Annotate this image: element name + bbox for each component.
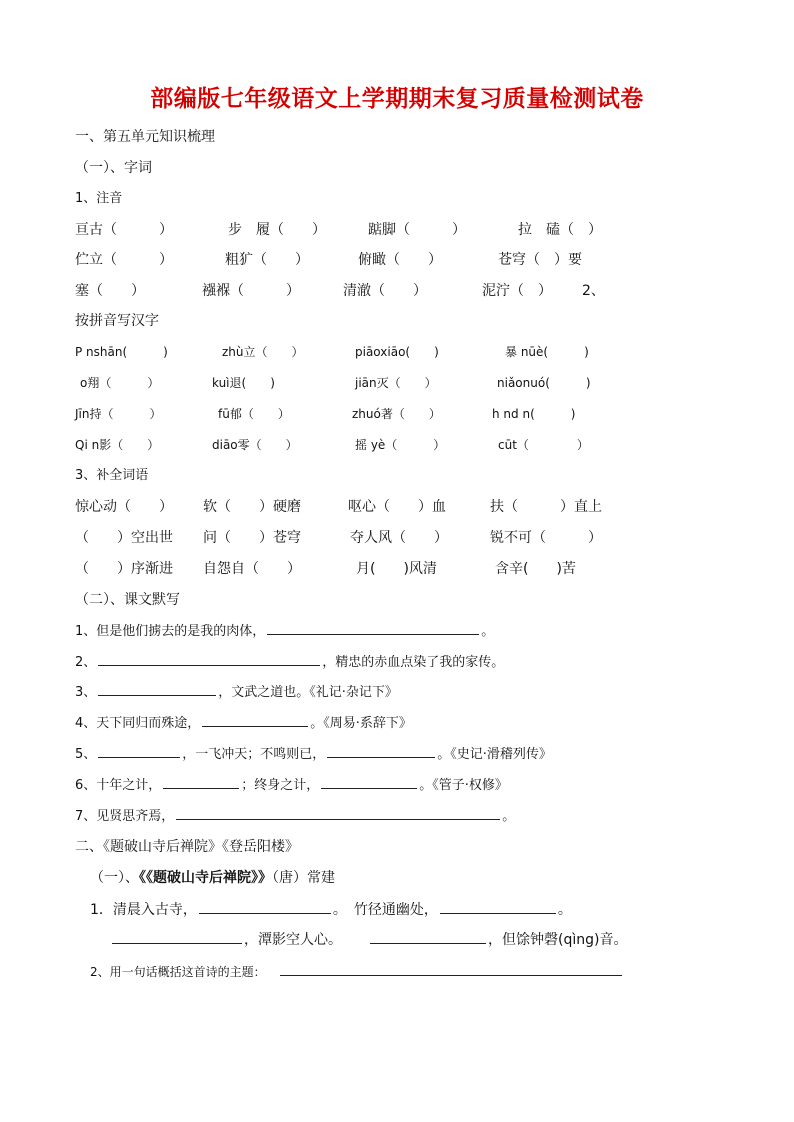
recitation-text: 。 (502, 809, 516, 824)
answer-blank[interactable] (267, 620, 479, 635)
pinyin-item: diāo零（ ） (212, 438, 298, 452)
subsection-words-text: （一）、字词 (75, 160, 152, 176)
section-2-heading (0, 836, 794, 858)
phonetic-item: 塞（ ） (75, 283, 145, 299)
recitation-text: ；终身之计， (241, 778, 320, 793)
recitation-text: 2、 (75, 655, 97, 670)
phonetic-item: 步 履（ ） (228, 222, 326, 238)
phonetic-item: 伫立（ ） (75, 252, 173, 268)
answer-blank[interactable] (163, 774, 239, 789)
poem-text: ，但馀钟磬(qìng)音。 (488, 932, 628, 948)
recitation-text: ，一飞冲天；不鸣则已， (182, 747, 326, 762)
pinyin-item: zhù立（ ） (222, 345, 304, 359)
idiom-item: （ ）序渐进 (75, 561, 173, 577)
question-3-text: 3、补全词语 (75, 468, 149, 483)
idiom-row (0, 527, 794, 549)
phonetic-item: 俯瞰（ ） (358, 252, 442, 268)
recitation-text: 7、见贤思齐焉， (75, 809, 175, 824)
phonetic-item: 拉 磕（ ） (518, 222, 602, 238)
idiom-item: （ ）空出世 (75, 530, 173, 546)
question-1-text: 1、注音 (75, 191, 123, 206)
phonetic-item: 泥泞（ ） (482, 283, 552, 299)
recitation-text: 1、但是他们掳去的是我的肉体， (75, 624, 266, 639)
poem-text: 2、用一句话概括这首诗的主题： (90, 965, 266, 979)
pinyin-item: Qi n影（ ） (75, 438, 160, 452)
poem-heading (0, 867, 794, 889)
subsection-recitation-text: （二）、课文默写 (75, 592, 180, 608)
poem-title: 《《题破山寺后禅院》》 (139, 870, 272, 886)
pinyin-item: h nd n( ) (492, 407, 576, 421)
pinyin-item: piāoxiāo( ) (355, 345, 439, 359)
poem-heading-line (90, 867, 335, 889)
subsection-recitation (0, 589, 794, 611)
poem-line (110, 929, 627, 951)
phonetic-item: 粗犷（ ） (225, 252, 309, 268)
pinyin-item: cūt（ ） (498, 438, 589, 452)
recitation-line (75, 620, 494, 643)
recitation-line (75, 651, 504, 674)
pinyin-item: Jīn持（ ） (75, 407, 162, 421)
poem-text: 1．清晨入古寺， (90, 902, 197, 918)
recitation-text: 6、十年之计， (75, 778, 162, 793)
idiom-item: 月( )风清 (356, 561, 437, 577)
pinyin-item: kuì退( ) (212, 376, 275, 390)
poem-text: ，潭影空人心。 (244, 932, 342, 948)
answer-blank[interactable] (98, 681, 216, 696)
answer-blank[interactable] (440, 899, 556, 914)
page-title: 部编版七年级语文上学期期末复习质量检测试卷 (150, 86, 644, 112)
answer-blank[interactable] (176, 805, 500, 820)
recitation-text: ，文武之道也。《礼记·杂记下》 (218, 685, 398, 700)
phonetic-row (0, 249, 794, 271)
answer-blank[interactable] (112, 929, 242, 944)
answer-blank[interactable] (199, 899, 331, 914)
pinyin-item: o翔（ ） (80, 376, 160, 390)
recitation-item (0, 620, 794, 642)
question-2-text: 按拼音写汉字 (75, 313, 159, 329)
answer-blank[interactable] (280, 961, 622, 976)
idiom-item: 锐不可（ ） (490, 530, 602, 546)
question-1-label (0, 188, 794, 210)
phonetic-row (0, 280, 794, 302)
idiom-item: 扶（ ）直上 (490, 499, 602, 515)
pinyin-item: 摇 yè（ ） (355, 438, 446, 452)
phonetic-item: 亘古（ ） (75, 222, 173, 238)
recitation-text: 。《管子·权修》 (419, 778, 508, 793)
recitation-text: 。《周易·系辞下》 (310, 716, 412, 731)
poem-question-1 (0, 899, 794, 921)
recitation-item (0, 805, 794, 827)
recitation-text: 。《史记·滑稽列传》 (437, 747, 552, 762)
phonetic-item: 苍穹（ ）要 (498, 252, 582, 268)
pinyin-item: niǎonuó( ) (497, 376, 591, 390)
pinyin-item: jiān灭（ ） (355, 376, 437, 390)
poem-line (90, 961, 624, 983)
section-1-heading (0, 126, 794, 148)
recitation-item (0, 681, 794, 703)
recitation-text: 5、 (75, 747, 97, 762)
pinyin-item: fū郁（ ） (218, 407, 290, 421)
pinyin-row (0, 372, 794, 394)
poem-author: （唐）常建 (272, 870, 335, 886)
recitation-item (0, 651, 794, 673)
recitation-item (0, 743, 794, 765)
idiom-row (0, 558, 794, 580)
question-2-label (0, 310, 794, 332)
phonetic-item: 清澈（ ） (343, 283, 427, 299)
idiom-item: 呕心（ ）血 (348, 499, 446, 515)
phonetic-item: 襁褓（ ） (202, 283, 300, 299)
pinyin-item: P nshān( ) (75, 345, 168, 359)
question-3-label (0, 465, 794, 487)
idiom-item: 惊心动（ ） (75, 499, 173, 515)
pinyin-row (0, 403, 794, 425)
pinyin-row (0, 434, 794, 456)
pinyin-row (0, 341, 794, 363)
answer-blank[interactable] (98, 743, 180, 758)
recitation-line (75, 805, 515, 828)
recitation-text: 。 (481, 624, 495, 639)
phonetic-item: 踮脚（ ） (368, 222, 466, 238)
poem-question-1-cont (0, 929, 794, 951)
answer-blank[interactable] (327, 743, 435, 758)
section-2-heading-text: 二、《题破山寺后禅院》《登岳阳楼》 (75, 839, 299, 855)
phonetic-row (0, 219, 794, 241)
idiom-item: 自怨自（ ） (203, 561, 301, 577)
poem-line (90, 899, 572, 921)
idiom-item: 问（ ）苍穹 (203, 530, 301, 546)
recitation-line (75, 774, 508, 797)
pinyin-item: zhuó著（ ） (352, 407, 441, 421)
recitation-line (75, 712, 412, 735)
recitation-text: 3、 (75, 685, 97, 700)
recitation-item (0, 774, 794, 796)
subsection-words (0, 157, 794, 179)
recitation-text: ，精忠的赤血点染了我的家传。 (322, 655, 505, 670)
recitation-line (75, 743, 552, 766)
answer-blank[interactable] (370, 929, 486, 944)
idiom-item: 夺人风（ ） (350, 530, 448, 546)
poem-text: 。 竹径通幽处， (332, 902, 438, 918)
recitation-text: 4、天下同归而殊途， (75, 716, 201, 731)
recitation-line (75, 681, 398, 704)
idiom-row (0, 496, 794, 518)
answer-blank[interactable] (98, 651, 320, 666)
section-1-heading-text: 一、第五单元知识梳理 (75, 129, 215, 145)
answer-blank[interactable] (321, 774, 417, 789)
idiom-item: 软（ ）硬磨 (203, 499, 301, 515)
poem-question-2 (0, 961, 794, 983)
pinyin-item: 暴 nūè( ) (505, 345, 589, 359)
question-2-number: 2、 (582, 283, 605, 299)
answer-blank[interactable] (202, 712, 308, 727)
idiom-item: 含辛( )苦 (495, 561, 576, 577)
poem-heading-prefix: （一）、 (90, 870, 139, 886)
recitation-item (0, 712, 794, 734)
poem-text: 。 (557, 902, 572, 918)
